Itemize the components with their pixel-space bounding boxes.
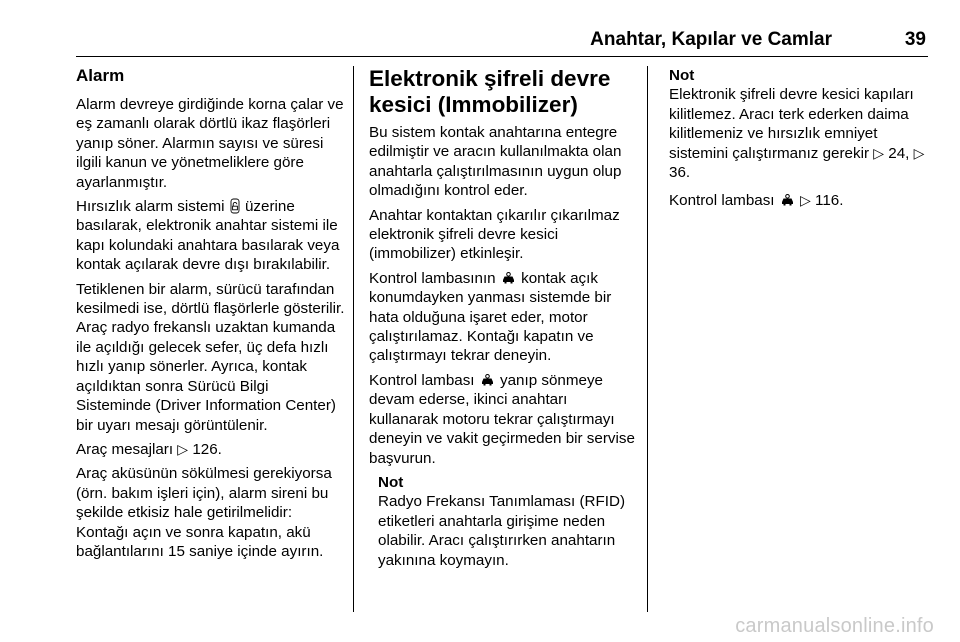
column-divider — [647, 66, 648, 612]
note-title: Not — [378, 473, 404, 491]
page-header — [76, 26, 928, 57]
note-text: Radyo Frekansı Tanımlaması (RFID) etiketleri anahtarla girişime neden olabilir. Aracı çalıştırırken anahtarın yakınına koymayın. — [378, 493, 626, 569]
paragraph: Alarm devreye girdiğinde korna çalar ve eş zamanlı olarak dörtlü ikaz flaşörleri yanıp söner. Alarmın sayısı ve süresi ilgili kanun ve yönetmeliklere göre ayarlanmıştır. — [76, 96, 344, 191]
column-notes — [669, 66, 931, 216]
car-key-lamp-icon — [481, 374, 494, 386]
paragraph: Hırsızlık alarm sistemi üzerine basılarak, elektronik anahtar sistemi ile kapı kolundaki anahtara basılarak veya kontak açılarak devre dışı bırakılabilir. — [76, 198, 340, 274]
car-key-lamp-icon — [781, 194, 794, 206]
triangle-right-outline-icon: ▷ — [800, 192, 811, 209]
column-immobilizer — [369, 66, 635, 570]
triangle-right-outline-icon: ▷ — [913, 144, 925, 161]
paragraph: Kontrol lambası ▷ 116. — [669, 192, 844, 210]
page-reference[interactable]: 24, — [888, 144, 910, 162]
page-reference[interactable]: 126. — [192, 440, 222, 458]
page-header-title: Anahtar, Kapılar ve Camlar — [590, 29, 832, 50]
triangle-right-outline-icon: ▷ — [873, 144, 885, 161]
triangle-right-outline-icon: ▷ — [177, 440, 189, 457]
remote-unlock-button-icon — [230, 198, 240, 214]
section-heading-alarm: Alarm — [76, 66, 125, 85]
column-divider — [353, 66, 354, 612]
note-title: Not — [669, 67, 695, 84]
page-number: 39 — [904, 29, 926, 50]
column-alarm — [76, 66, 346, 566]
paragraph: Anahtar kontaktan çıkarılır çıkarılmaz elektronik şifreli devre kesici (immobilizer) etkinleşir. — [369, 206, 620, 263]
paragraph: Kontrol lambasının kontak açık konumdayken yanması sistemde bir hata olduğuna işaret eder, motor çalıştırılamaz. Kontağı kapatın ve çalıştırmayı tekrar deneyin. — [369, 269, 612, 365]
car-key-lamp-icon — [502, 272, 515, 284]
paragraph: Kontrol lambası yanıp sönmeye devam ederse, ikinci anahtarı kullanarak motoru tekrar çalıştırmayı deneyin ve vakit geçirmeden bir servise başvurun. — [369, 371, 635, 467]
paragraph: Bu sistem kontak anahtarına entegre edilmiştir ve aracın kullanılmakta olan anahtarla çalıştırılmasının uygun olup olmadığını kontrol eder. — [369, 124, 622, 200]
page-reference[interactable]: 116. — [815, 192, 844, 210]
note-box: Not Elektronik şifreli devre kesici kapıları kilitlemez. Aracı terk ederken daima kilitlemeniz ve hırsızlık emniyet sistemini çalıştırmanız gerekir ▷ 24, ▷ 36. — [669, 66, 931, 182]
section-heading-immobilizer: Elektronik şifreli devre kesici (Immobilizer) — [369, 66, 611, 117]
page-reference[interactable]: 36. — [669, 164, 691, 182]
note-box — [378, 473, 635, 570]
paragraph: Tetiklenen bir alarm, sürücü tarafından kesilmedi ise, dörtlü flaşörlerle gösterilir. Araç radyo frekanslı uzaktan kumanda ile açıldığı gelecek sefer, üç defa hızlı hızlı yanıp sönerler. Ayrıca, kontak açıldıktan sonra Sürücü Bilgi Sisteminde (Driver Information Center) bir uyarı mesajı görüntülenir. — [76, 280, 345, 434]
paragraph: Araç mesajları ▷ 126. — [76, 440, 222, 458]
watermark: carmanualsonline.info — [735, 615, 934, 637]
paragraph: Araç aküsünün sökülmesi gerekiyorsa (örn. bakım işleri için), alarm sireni bu şekilde etkisiz hale getirilmelidir: Kontağı açın ve sonra kapatın, akü bağlantılarını 15 saniye içinde ayırın. — [76, 465, 332, 560]
